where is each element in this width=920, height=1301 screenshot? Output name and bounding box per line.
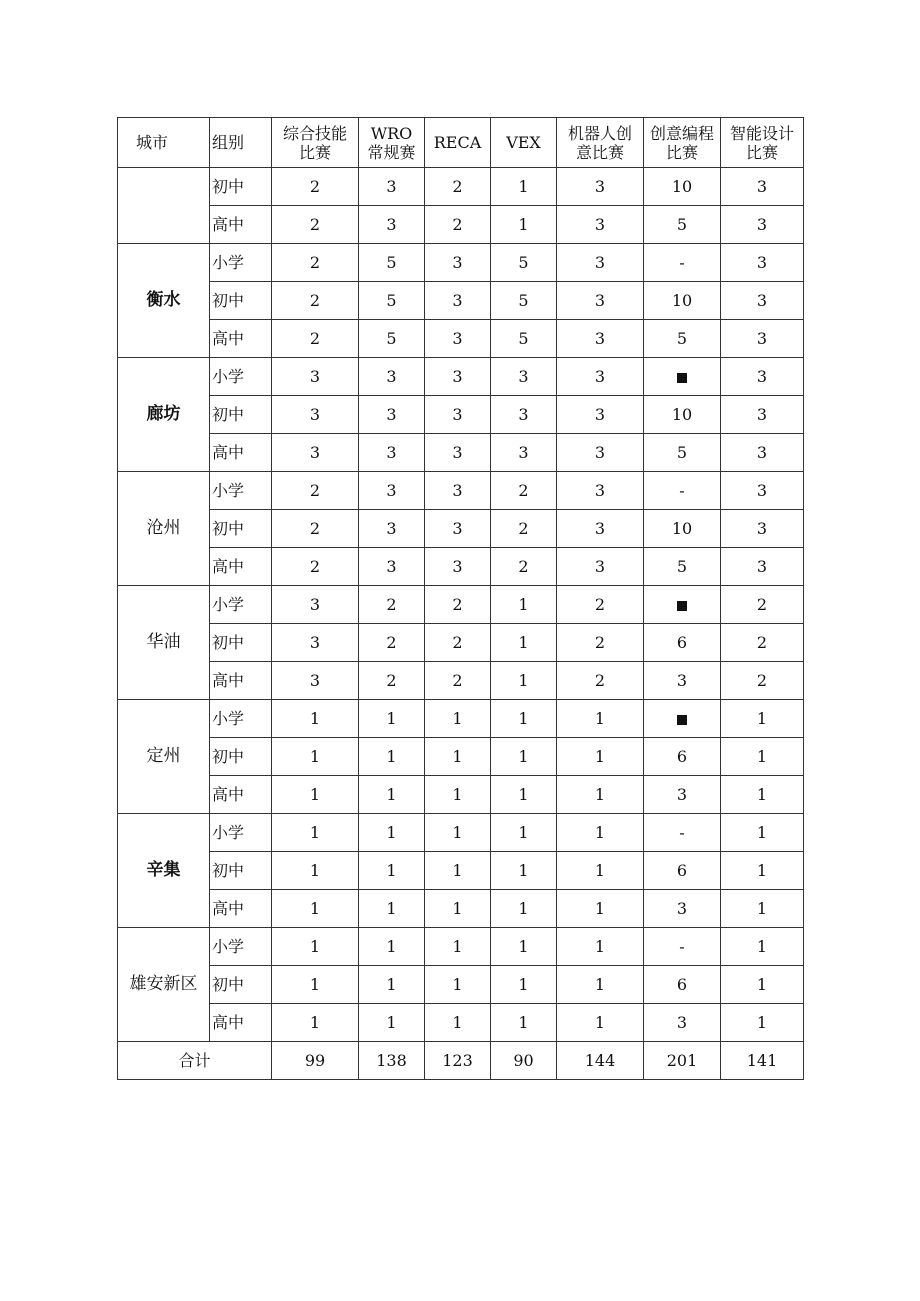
city-cell: 雄安新区 bbox=[118, 928, 210, 1042]
header-col: VEX bbox=[491, 118, 557, 168]
total-cell: 123 bbox=[425, 1042, 491, 1080]
value-cell: 3 bbox=[721, 244, 804, 282]
value-cell: 3 bbox=[721, 396, 804, 434]
group-cell: 高中 bbox=[210, 548, 272, 586]
value-cell: 10 bbox=[644, 396, 721, 434]
table-row bbox=[118, 928, 804, 966]
value-cell: 3 bbox=[425, 434, 491, 472]
value-cell: 3 bbox=[721, 472, 804, 510]
value-cell: 3 bbox=[272, 662, 359, 700]
value-cell: 1 bbox=[491, 928, 557, 966]
value-cell: 1 bbox=[272, 776, 359, 814]
competition-quota-table bbox=[117, 117, 804, 1080]
table-row bbox=[118, 510, 804, 548]
value-cell: 3 bbox=[359, 168, 425, 206]
table-row bbox=[118, 548, 804, 586]
table-row bbox=[118, 700, 804, 738]
filled-square-icon bbox=[677, 601, 687, 611]
value-cell: 1 bbox=[491, 624, 557, 662]
group-cell: 初中 bbox=[210, 738, 272, 776]
table-row bbox=[118, 168, 804, 206]
table-row bbox=[118, 1004, 804, 1042]
value-cell: 1 bbox=[491, 738, 557, 776]
group-cell: 小学 bbox=[210, 700, 272, 738]
value-cell: 3 bbox=[272, 396, 359, 434]
value-cell: 2 bbox=[721, 586, 804, 624]
value-cell: 1 bbox=[491, 814, 557, 852]
value-cell: 2 bbox=[425, 624, 491, 662]
table-row bbox=[118, 320, 804, 358]
value-cell: 1 bbox=[557, 966, 644, 1004]
table-row bbox=[118, 662, 804, 700]
group-cell: 小学 bbox=[210, 928, 272, 966]
value-cell: 1 bbox=[557, 852, 644, 890]
group-cell: 高中 bbox=[210, 1004, 272, 1042]
value-cell: 1 bbox=[557, 738, 644, 776]
value-cell: 2 bbox=[425, 586, 491, 624]
table-row bbox=[118, 776, 804, 814]
value-cell: 10 bbox=[644, 510, 721, 548]
value-cell: 3 bbox=[272, 434, 359, 472]
value-cell: 1 bbox=[272, 1004, 359, 1042]
value-cell: 1 bbox=[359, 776, 425, 814]
total-label: 合计 bbox=[118, 1042, 272, 1080]
table-row bbox=[118, 396, 804, 434]
value-cell: 1 bbox=[359, 852, 425, 890]
table-row bbox=[118, 966, 804, 1004]
value-cell: 1 bbox=[425, 738, 491, 776]
group-cell: 小学 bbox=[210, 472, 272, 510]
table-row bbox=[118, 282, 804, 320]
value-cell: 1 bbox=[359, 890, 425, 928]
value-cell: 3 bbox=[359, 358, 425, 396]
value-cell: 3 bbox=[425, 282, 491, 320]
total-cell: 201 bbox=[644, 1042, 721, 1080]
value-cell: 1 bbox=[425, 966, 491, 1004]
value-cell: 1 bbox=[491, 1004, 557, 1042]
value-cell: 3 bbox=[644, 776, 721, 814]
table-row bbox=[118, 206, 804, 244]
value-cell: 3 bbox=[557, 396, 644, 434]
value-cell: 3 bbox=[425, 320, 491, 358]
table-row bbox=[118, 890, 804, 928]
value-cell: 2 bbox=[272, 244, 359, 282]
value-cell: 3 bbox=[491, 396, 557, 434]
value-cell: 1 bbox=[721, 890, 804, 928]
table-row bbox=[118, 852, 804, 890]
value-cell: 3 bbox=[491, 434, 557, 472]
value-cell: 3 bbox=[557, 320, 644, 358]
value-cell: 1 bbox=[491, 852, 557, 890]
value-cell: 5 bbox=[359, 244, 425, 282]
value-cell: 1 bbox=[425, 928, 491, 966]
value-cell: 5 bbox=[644, 206, 721, 244]
value-cell: 1 bbox=[425, 700, 491, 738]
value-cell: 10 bbox=[644, 282, 721, 320]
value-cell: 1 bbox=[272, 738, 359, 776]
value-cell: 5 bbox=[644, 434, 721, 472]
group-cell: 高中 bbox=[210, 206, 272, 244]
value-cell: 1 bbox=[491, 206, 557, 244]
value-cell: 6 bbox=[644, 738, 721, 776]
value-cell: - bbox=[644, 244, 721, 282]
value-cell: 1 bbox=[721, 966, 804, 1004]
value-cell: 1 bbox=[491, 776, 557, 814]
group-cell: 高中 bbox=[210, 434, 272, 472]
header-row bbox=[118, 118, 804, 168]
value-cell: 5 bbox=[644, 548, 721, 586]
table-row bbox=[118, 434, 804, 472]
value-cell: 1 bbox=[557, 700, 644, 738]
value-cell: 1 bbox=[557, 928, 644, 966]
table-row bbox=[118, 358, 804, 396]
value-cell: 2 bbox=[272, 548, 359, 586]
value-cell: 3 bbox=[721, 548, 804, 586]
table-row bbox=[118, 624, 804, 662]
value-cell: 3 bbox=[644, 662, 721, 700]
value-cell: 3 bbox=[721, 510, 804, 548]
value-cell: 3 bbox=[272, 624, 359, 662]
value-cell: 2 bbox=[272, 472, 359, 510]
value-cell: 3 bbox=[721, 282, 804, 320]
value-cell: 2 bbox=[272, 282, 359, 320]
value-cell: 3 bbox=[557, 358, 644, 396]
value-cell: 2 bbox=[272, 168, 359, 206]
filled-square-icon bbox=[677, 373, 687, 383]
value-cell: 1 bbox=[491, 890, 557, 928]
value-cell: 2 bbox=[425, 168, 491, 206]
value-cell: 1 bbox=[721, 814, 804, 852]
value-cell: 3 bbox=[425, 472, 491, 510]
value-cell: 5 bbox=[359, 282, 425, 320]
value-cell: 1 bbox=[721, 738, 804, 776]
value-cell: 1 bbox=[272, 966, 359, 1004]
city-cell: 华油 bbox=[118, 586, 210, 700]
value-cell: 3 bbox=[557, 548, 644, 586]
value-cell: 3 bbox=[721, 206, 804, 244]
value-cell: 3 bbox=[721, 320, 804, 358]
value-cell: 2 bbox=[491, 472, 557, 510]
filled-square-cell bbox=[644, 700, 721, 738]
value-cell: 2 bbox=[359, 624, 425, 662]
value-cell: 1 bbox=[272, 928, 359, 966]
total-cell: 90 bbox=[491, 1042, 557, 1080]
value-cell: 2 bbox=[557, 662, 644, 700]
group-cell: 高中 bbox=[210, 890, 272, 928]
value-cell: 1 bbox=[557, 776, 644, 814]
value-cell: 1 bbox=[491, 700, 557, 738]
value-cell: 2 bbox=[425, 662, 491, 700]
total-row bbox=[118, 1042, 804, 1080]
value-cell: 3 bbox=[359, 434, 425, 472]
value-cell: 1 bbox=[425, 776, 491, 814]
value-cell: 3 bbox=[644, 1004, 721, 1042]
table-row bbox=[118, 244, 804, 282]
total-cell: 144 bbox=[557, 1042, 644, 1080]
value-cell: 3 bbox=[721, 168, 804, 206]
filled-square-cell bbox=[644, 358, 721, 396]
value-cell: - bbox=[644, 472, 721, 510]
value-cell: 1 bbox=[272, 700, 359, 738]
value-cell: 3 bbox=[425, 396, 491, 434]
value-cell: 1 bbox=[425, 814, 491, 852]
total-cell: 99 bbox=[272, 1042, 359, 1080]
value-cell: 1 bbox=[272, 890, 359, 928]
total-cell: 138 bbox=[359, 1042, 425, 1080]
value-cell: 3 bbox=[425, 510, 491, 548]
value-cell: - bbox=[644, 814, 721, 852]
value-cell: 3 bbox=[557, 472, 644, 510]
value-cell: 1 bbox=[272, 852, 359, 890]
value-cell: 1 bbox=[491, 662, 557, 700]
value-cell: 1 bbox=[425, 890, 491, 928]
city-cell: 辛集 bbox=[118, 814, 210, 928]
value-cell: 5 bbox=[491, 320, 557, 358]
value-cell: 2 bbox=[721, 624, 804, 662]
group-cell: 初中 bbox=[210, 396, 272, 434]
value-cell: 1 bbox=[359, 966, 425, 1004]
value-cell: 2 bbox=[557, 624, 644, 662]
value-cell: 3 bbox=[557, 510, 644, 548]
header-col: 智能设计 比赛 bbox=[721, 118, 804, 168]
value-cell: 3 bbox=[359, 510, 425, 548]
value-cell: 2 bbox=[557, 586, 644, 624]
city-cell: 廊坊 bbox=[118, 358, 210, 472]
table-row bbox=[118, 472, 804, 510]
value-cell: 6 bbox=[644, 966, 721, 1004]
total-cell: 141 bbox=[721, 1042, 804, 1080]
value-cell: 3 bbox=[359, 206, 425, 244]
value-cell: 2 bbox=[425, 206, 491, 244]
value-cell: 2 bbox=[359, 586, 425, 624]
value-cell: 2 bbox=[359, 662, 425, 700]
group-cell: 初中 bbox=[210, 282, 272, 320]
value-cell: 5 bbox=[491, 244, 557, 282]
value-cell: 1 bbox=[359, 738, 425, 776]
value-cell: 3 bbox=[272, 586, 359, 624]
value-cell: 1 bbox=[721, 928, 804, 966]
value-cell: 3 bbox=[557, 434, 644, 472]
group-cell: 高中 bbox=[210, 662, 272, 700]
group-cell: 小学 bbox=[210, 814, 272, 852]
value-cell: 3 bbox=[721, 358, 804, 396]
group-cell: 小学 bbox=[210, 358, 272, 396]
header-col: 综合技能 比赛 bbox=[272, 118, 359, 168]
value-cell: 2 bbox=[272, 510, 359, 548]
value-cell: 3 bbox=[557, 206, 644, 244]
value-cell: 1 bbox=[491, 586, 557, 624]
value-cell: 10 bbox=[644, 168, 721, 206]
value-cell: 1 bbox=[557, 1004, 644, 1042]
city-cell: 沧州 bbox=[118, 472, 210, 586]
value-cell: 6 bbox=[644, 624, 721, 662]
value-cell: 3 bbox=[557, 244, 644, 282]
value-cell: 1 bbox=[359, 700, 425, 738]
group-cell: 初中 bbox=[210, 510, 272, 548]
header-group: 组别 bbox=[210, 118, 272, 168]
value-cell: 3 bbox=[491, 358, 557, 396]
group-cell: 小学 bbox=[210, 244, 272, 282]
city-cell bbox=[118, 168, 210, 244]
value-cell: 2 bbox=[272, 206, 359, 244]
table-row bbox=[118, 586, 804, 624]
header-city: 城市 bbox=[118, 118, 210, 168]
value-cell: 2 bbox=[272, 320, 359, 358]
value-cell: 2 bbox=[721, 662, 804, 700]
value-cell: 2 bbox=[491, 510, 557, 548]
value-cell: 3 bbox=[425, 358, 491, 396]
value-cell: 1 bbox=[557, 890, 644, 928]
city-cell: 定州 bbox=[118, 700, 210, 814]
value-cell: 1 bbox=[359, 1004, 425, 1042]
value-cell: 5 bbox=[644, 320, 721, 358]
value-cell: 1 bbox=[272, 814, 359, 852]
value-cell: 2 bbox=[491, 548, 557, 586]
group-cell: 小学 bbox=[210, 586, 272, 624]
header-col: WRO 常规赛 bbox=[359, 118, 425, 168]
value-cell: 3 bbox=[557, 168, 644, 206]
value-cell: 3 bbox=[721, 434, 804, 472]
value-cell: 1 bbox=[721, 700, 804, 738]
value-cell: 1 bbox=[491, 168, 557, 206]
value-cell: 3 bbox=[359, 548, 425, 586]
value-cell: 1 bbox=[359, 928, 425, 966]
group-cell: 高中 bbox=[210, 776, 272, 814]
group-cell: 初中 bbox=[210, 624, 272, 662]
filled-square-cell bbox=[644, 586, 721, 624]
value-cell: 3 bbox=[359, 472, 425, 510]
city-cell: 衡水 bbox=[118, 244, 210, 358]
header-col: RECA bbox=[425, 118, 491, 168]
filled-square-icon bbox=[677, 715, 687, 725]
value-cell: 1 bbox=[359, 814, 425, 852]
value-cell: 1 bbox=[721, 1004, 804, 1042]
value-cell: 1 bbox=[491, 966, 557, 1004]
value-cell: 3 bbox=[359, 396, 425, 434]
value-cell: 1 bbox=[425, 1004, 491, 1042]
table-row bbox=[118, 814, 804, 852]
header-col: 创意编程 比赛 bbox=[644, 118, 721, 168]
header-col: 机器人创 意比赛 bbox=[557, 118, 644, 168]
value-cell: 1 bbox=[721, 852, 804, 890]
table-row bbox=[118, 738, 804, 776]
value-cell: 1 bbox=[721, 776, 804, 814]
value-cell: 3 bbox=[644, 890, 721, 928]
value-cell: 3 bbox=[425, 244, 491, 282]
group-cell: 初中 bbox=[210, 966, 272, 1004]
value-cell: 3 bbox=[557, 282, 644, 320]
group-cell: 高中 bbox=[210, 320, 272, 358]
value-cell: 3 bbox=[425, 548, 491, 586]
value-cell: 1 bbox=[557, 814, 644, 852]
value-cell: 3 bbox=[272, 358, 359, 396]
value-cell: 1 bbox=[425, 852, 491, 890]
value-cell: - bbox=[644, 928, 721, 966]
group-cell: 初中 bbox=[210, 852, 272, 890]
value-cell: 6 bbox=[644, 852, 721, 890]
value-cell: 5 bbox=[359, 320, 425, 358]
value-cell: 5 bbox=[491, 282, 557, 320]
group-cell: 初中 bbox=[210, 168, 272, 206]
